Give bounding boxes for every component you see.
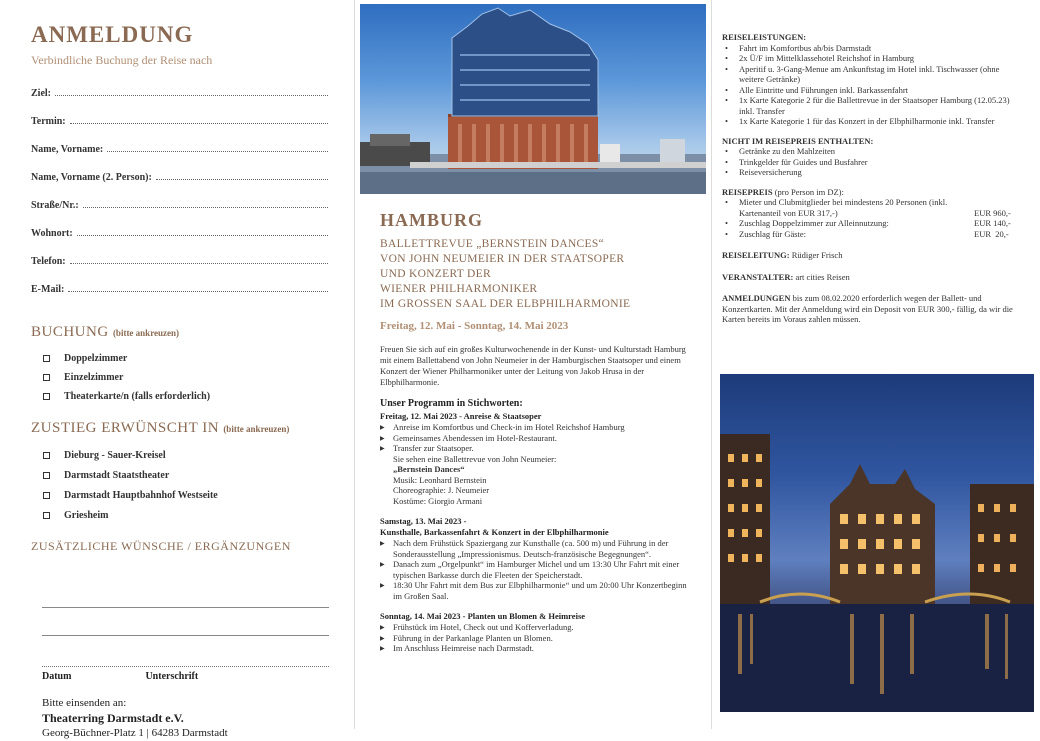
- field-city[interactable]: Wohnort:: [31, 228, 328, 256]
- excluded-heading: NICHT IM REISEPREIS ENTHALTEN:: [722, 135, 874, 146]
- booking-options: [43, 349, 328, 406]
- checkbox-theater-tickets[interactable]: Theaterkarte/n (falls erforderlich): [43, 387, 328, 406]
- day2-item: ▶ Nach dem Frühstück Spaziergang zur Kunsthalle (ca. 500 m) und Führung in der Sonderausstellung „Impressionismus. Deutsch-französische Begegnungen“.: [380, 538, 688, 559]
- checkbox-icon: [43, 472, 50, 479]
- wishes-field[interactable]: [42, 580, 329, 636]
- checkbox-icon: [43, 452, 50, 459]
- fold-line-left: [354, 0, 355, 729]
- checkbox-icon: [43, 393, 50, 400]
- checkbox-dieburg[interactable]: Dieburg - Sauer-Kreisel: [43, 445, 328, 465]
- checkbox-icon: [43, 492, 50, 499]
- registration-notice: ANMELDUNGEN bis zum 08.02.2020 erforderlich wegen der Ballett- und Konzertkarten. Mit der Anmeldung wird ein Deposit von EUR 300,- fällig, da wir die Karten bereits im Voraus zahlen müssen.: [722, 293, 1013, 324]
- price-heading: REISEPREIS (pro Person im DZ):: [722, 186, 844, 197]
- send-label: Bitte einsenden an:: [42, 697, 127, 709]
- day3-item: ▶ Führung in der Parkanlage Planten un Blomen.: [380, 633, 688, 644]
- day1-detail: Kostüme: Giorgio Armani: [393, 495, 483, 506]
- excluded-item: • Getränke zu den Mahlzeiten: [722, 146, 1026, 157]
- organizer: VERANSTALTER: art cities Reisen: [722, 271, 850, 282]
- field-date[interactable]: Termin:: [31, 116, 328, 144]
- booking-heading: BUCHUNG (bitte ankreuzen): [31, 324, 180, 340]
- trip-description-panel: [358, 0, 708, 729]
- day3-item: ▶ Frühstück im Hotel, Check out und Kofferverladung.: [380, 622, 688, 633]
- service-item: • 1x Karte Kategorie 2 für die Ballettrevue in der Staatsoper Hamburg (12.05.23) inkl. Transfer: [722, 95, 1026, 116]
- day2-item: ▶ Danach zum „Orgelpunkt“ im Hamburger Michel und um 13:30 Uhr Fahrt mit einer typischen Barkasse durch die Fleeten der Speicherstadt.: [380, 559, 688, 580]
- program-heading: Unser Programm in Stichworten:: [380, 398, 523, 409]
- day2-subheading: Kunsthalle, Barkassenfahrt & Konzert in der Elbphilharmonie: [380, 527, 609, 537]
- trip-details-panel: [716, 0, 1040, 729]
- price-row: • Mieter und Clubmitglieder bei mindestens 20 Personen (inkl. Kartenanteil von EUR 317,-) EUR 960,-: [722, 197, 1026, 218]
- send-address: Georg-Büchner-Platz 1 | 64283 Darmstadt: [42, 727, 228, 739]
- excluded-item: • Reiseversicherung: [722, 167, 1026, 178]
- elbphilharmonie-photo: [360, 4, 706, 194]
- price-row: • Zuschlag für Gäste: EUR 20,-: [722, 229, 1026, 240]
- trip-dates: Freitag, 12. Mai - Sonntag, 14. Mai 2023: [380, 320, 569, 332]
- day1-detail: „Bernstein Dances“: [393, 464, 465, 474]
- registration-title: ANMELDUNG: [31, 22, 194, 47]
- checkbox-griesheim[interactable]: Griesheim: [43, 505, 328, 525]
- day2-heading: Samstag, 13. Mai 2023 -: [380, 516, 467, 526]
- checkbox-hauptbahnhof[interactable]: Darmstadt Hauptbahnhof Westseite: [43, 485, 328, 505]
- signature-row: [42, 666, 329, 682]
- send-to-block: [42, 696, 328, 741]
- day1-heading: Freitag, 12. Mai 2023 - Anreise & Staatsoper: [380, 411, 542, 421]
- checkbox-icon: [43, 374, 50, 381]
- date-label: Datum: [42, 671, 72, 682]
- speicherstadt-photo: [720, 374, 1034, 712]
- day1-detail: Sie sehen eine Ballettrevue von John Neumeier:: [393, 453, 557, 464]
- field-name[interactable]: Name, Vorname:: [31, 144, 328, 172]
- registration-subtitle: Verbindliche Buchung der Reise nach: [31, 53, 213, 67]
- registration-panel: [0, 0, 352, 739]
- trip-intro: Freuen Sie sich auf ein großes Kulturwochenende in der Kunst- und Kulturstadt Hamburg mit einem Ballettabend von John Neumeier in der Hamburgischen Staatsoper und einem Konzert der Wiener Philharmoniker unter der Leitung von Jakob Hrusa in der Elbphilharmonie.: [380, 344, 686, 387]
- day1-detail: Choreographie: J. Neumeier: [393, 485, 490, 495]
- service-item: • 2x Ü/F im Mittelklassehotel Reichshof in Hamburg: [722, 53, 1026, 64]
- checkbox-single-room[interactable]: Einzelzimmer: [43, 368, 328, 387]
- boarding-heading: ZUSTIEG ERWÜNSCHT IN (bitte ankreuzen): [31, 420, 290, 436]
- elbphilharmonie-illustration: [360, 4, 706, 194]
- day1-item: ▶ Gemeinsames Abendessen im Hotel-Restaurant.: [380, 433, 688, 444]
- checkbox-icon: [43, 355, 50, 362]
- boarding-options: [43, 445, 328, 525]
- field-name-second-person[interactable]: Name, Vorname (2. Person):: [31, 172, 328, 200]
- form-fields: [31, 88, 328, 312]
- service-item: • 1x Karte Kategorie 1 für das Konzert in der Elbphilharmonie inkl. Transfer: [722, 116, 1026, 127]
- trip-subtitle: BALLETTREVUE „BERNSTEIN DANCES“ VON JOHN NEUMEIER IN DER STAATSOPER UND KONZERT DER WIENER PHILHARMONIKER IM GROSSEN SAAL DER ELBPHILHARMONIE: [380, 238, 631, 310]
- excluded-item: • Trinkgelder für Guides und Busfahrer: [722, 157, 1026, 168]
- send-organization: Theaterring Darmstadt e.V.: [42, 711, 184, 725]
- day1-item: ▶ Transfer zur Staatsoper.: [380, 443, 688, 454]
- day1-detail: Musik: Leonhard Bernstein: [393, 474, 487, 485]
- signature-label: Unterschrift: [145, 671, 199, 682]
- fold-line-right: [711, 0, 712, 729]
- price-row: • Zuschlag Doppelzimmer zur Alleinnutzung: EUR 140,-: [722, 218, 1026, 229]
- field-street[interactable]: Straße/Nr.:: [31, 200, 328, 228]
- tour-lead: REISELEITUNG: Rüdiger Frisch: [722, 250, 843, 260]
- service-item: • Fahrt im Komfortbus ab/bis Darmstadt: [722, 43, 1026, 54]
- wishes-heading: ZUSÄTZLICHE WÜNSCHE / ERGÄNZUNGEN: [31, 539, 291, 553]
- service-item: • Aperitif u. 3-Gang-Menue am Ankunftstag im Hotel inkl. Tischwasser (ohne weitere Getränke): [722, 64, 1026, 85]
- day3-item: ▶ Im Anschluss Heimreise nach Darmstadt.: [380, 643, 688, 654]
- trip-city-title: HAMBURG: [380, 210, 483, 230]
- field-phone[interactable]: Telefon:: [31, 256, 328, 284]
- day1-item: ▶ Anreise im Komfortbus und Check-in im Hotel Reichshof Hamburg: [380, 422, 688, 433]
- day3-heading: Sonntag, 14. Mai 2023 - Planten un Blomen & Heimreise: [380, 611, 586, 621]
- day2-item: ▶ 18:30 Uhr Fahrt mit dem Bus zur Elbphilharmonie“ und um 20:00 Uhr Konzertbeginn im Großen Saal.: [380, 580, 688, 601]
- checkbox-staatstheater[interactable]: Darmstadt Staatstheater: [43, 465, 328, 485]
- checkbox-double-room[interactable]: Doppelzimmer: [43, 349, 328, 368]
- field-destination[interactable]: Ziel:: [31, 88, 328, 116]
- field-email[interactable]: E-Mail:: [31, 284, 328, 312]
- services-heading: REISELEISTUNGEN:: [722, 32, 807, 42]
- checkbox-icon: [43, 512, 50, 519]
- speicherstadt-illustration: [720, 374, 1034, 712]
- service-item: • Alle Eintritte und Führungen inkl. Barkassenfahrt: [722, 85, 1026, 96]
